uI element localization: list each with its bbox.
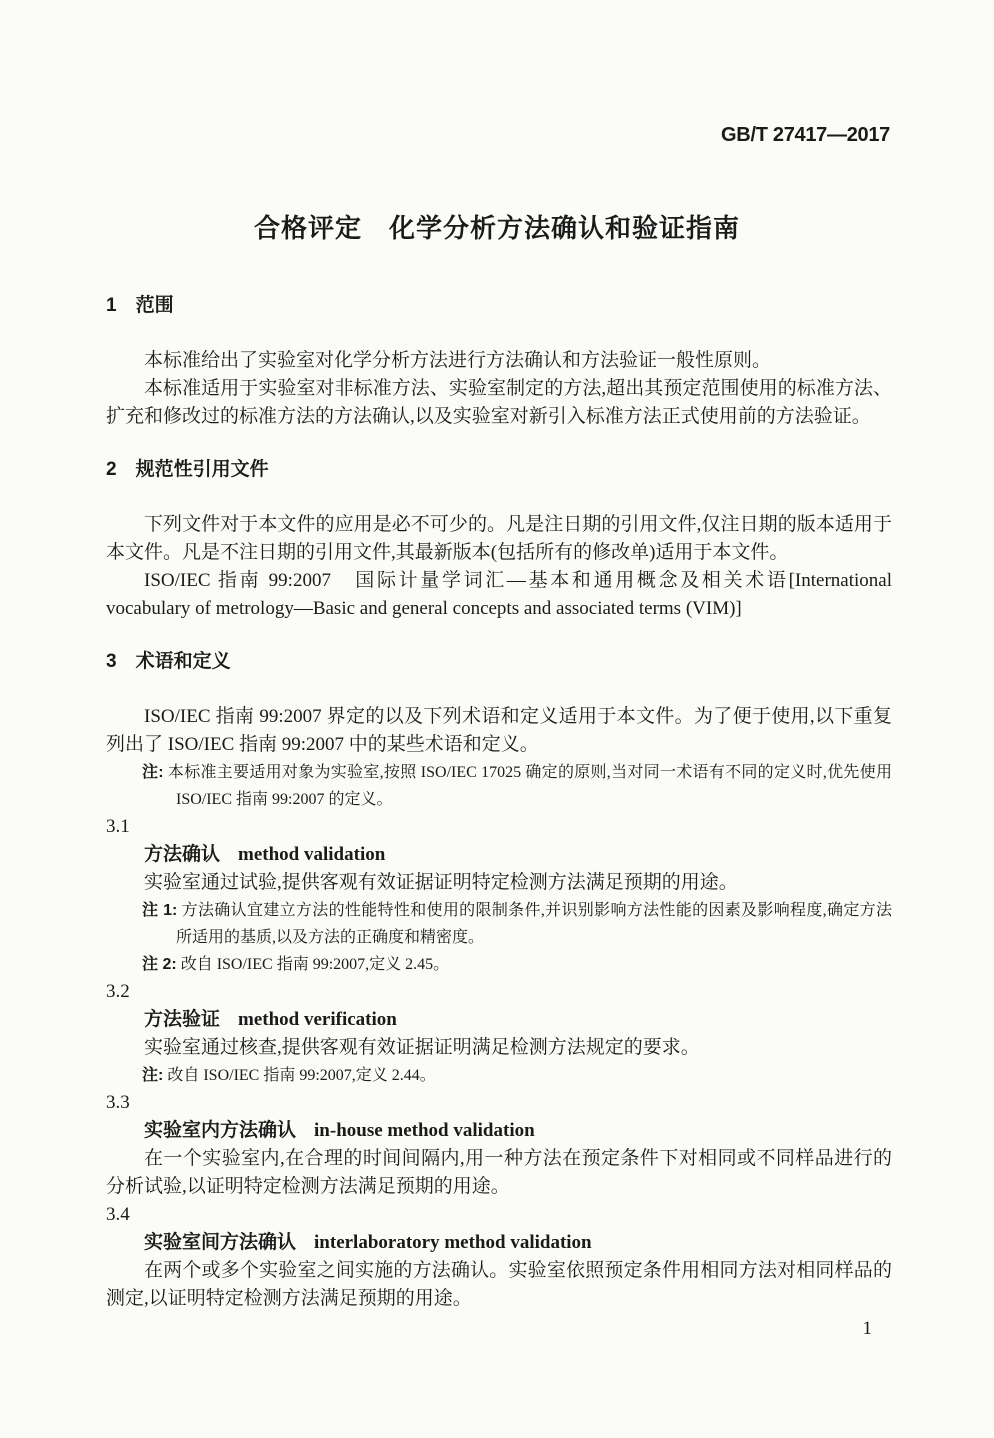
term-definition-3-4: 在两个或多个实验室之间实施的方法确认。实验室依照预定条件用相同方法对相同样品的测定,以证明特定检测方法满足预期的用途。 xyxy=(106,1260,892,1309)
section-2-normative-reference: ISO/IEC 指南 99:2007 国际计量学词汇—基本和通用概念及相关术语[International vocabulary of metrology—Basic and general concepts and associated terms (VIM)] xyxy=(106,570,892,619)
term-name-en: interlaboratory method validation xyxy=(314,1232,592,1253)
term-name-zh: 方法验证 xyxy=(144,1009,221,1030)
note-label: 注 1: xyxy=(142,902,178,919)
term-title-3-3 xyxy=(106,1117,892,1145)
section-3-intro: ISO/IEC 指南 99:2007 界定的以及下列术语和定义适用于本文件。为了便于使用,以下重复列出了 ISO/IEC 指南 99:2007 中的某些术语和定义。 xyxy=(106,706,892,755)
term-3-1-note-1 xyxy=(106,897,892,951)
section-2-heading: 2 规范性引用文件 xyxy=(106,459,269,480)
term-name-en: method verification xyxy=(238,1009,397,1030)
term-3-2-note-1 xyxy=(106,1062,892,1089)
term-3-1-note-2 xyxy=(106,951,892,978)
term-name-en: method validation xyxy=(238,844,386,865)
term-number-3-2: 3.2 xyxy=(106,981,130,1002)
note-text: 本标准主要适用对象为实验室,按照 ISO/IEC 17025 确定的原则,当对同一术语有不同的定义时,优先使用 ISO/IEC 指南 99:2007 的定义。 xyxy=(167,764,892,808)
term-title-3-2 xyxy=(106,1006,892,1034)
term-definition-3-3: 在一个实验室内,在合理的时间间隔内,用一种方法在预定条件下对相同或不同样品进行的分析试验,以证明特定检测方法满足预期的用途。 xyxy=(106,1148,892,1197)
section-1-heading: 1 范围 xyxy=(106,295,174,316)
note-label: 注: xyxy=(142,764,164,781)
note-label: 注 2: xyxy=(142,956,177,973)
section-1-paragraph-2: 本标准适用于实验室对非标准方法、实验室制定的方法,超出其预定范围使用的标准方法、扩充和修改过的标准方法的方法确认,以及实验室对新引入标准方法正式使用前的方法验证。 xyxy=(106,378,892,427)
note-label: 注: xyxy=(142,1067,164,1084)
term-name-zh: 实验室间方法确认 xyxy=(144,1232,297,1253)
term-definition-3-2: 实验室通过核查,提供客观有效证据证明满足检测方法规定的要求。 xyxy=(144,1037,700,1058)
page-number: 1 xyxy=(862,1318,872,1339)
section-3-note xyxy=(106,759,892,813)
note-text: 改自 ISO/IEC 指南 99:2007,定义 2.44。 xyxy=(167,1067,436,1084)
term-number-3-1: 3.1 xyxy=(106,816,130,837)
term-name-zh: 实验室内方法确认 xyxy=(144,1120,297,1141)
term-title-3-4 xyxy=(106,1229,892,1257)
section-2-paragraph-1: 下列文件对于本文件的应用是必不可少的。凡是注日期的引用文件,仅注日期的版本适用于本文件。凡是不注日期的引用文件,其最新版本(包括所有的修改单)适用于本文件。 xyxy=(106,514,892,563)
note-text: 方法确认宜建立方法的性能特性和使用的限制条件,并识别影响方法性能的因素及影响程度,确定方法所适用的基质,以及方法的正确度和精密度。 xyxy=(176,902,892,946)
document-title: 合格评定 化学分析方法确认和验证指南 xyxy=(253,213,740,243)
note-text: 改自 ISO/IEC 指南 99:2007,定义 2.45。 xyxy=(180,956,450,973)
term-number-3-4: 3.4 xyxy=(106,1204,130,1225)
term-name-zh: 方法确认 xyxy=(144,844,221,865)
term-definition-3-1: 实验室通过试验,提供客观有效证据证明特定检测方法满足预期的用途。 xyxy=(144,872,738,893)
section-3-heading: 3 术语和定义 xyxy=(106,651,231,672)
section-1-paragraph-1: 本标准给出了实验室对化学分析方法进行方法确认和方法验证一般性原则。 xyxy=(144,350,772,371)
term-name-en: in-house method validation xyxy=(314,1120,535,1141)
standard-number: GB/T 27417—2017 xyxy=(721,124,890,146)
term-title-3-1 xyxy=(106,841,892,869)
document-body xyxy=(106,292,892,1313)
term-number-3-3: 3.3 xyxy=(106,1092,130,1113)
